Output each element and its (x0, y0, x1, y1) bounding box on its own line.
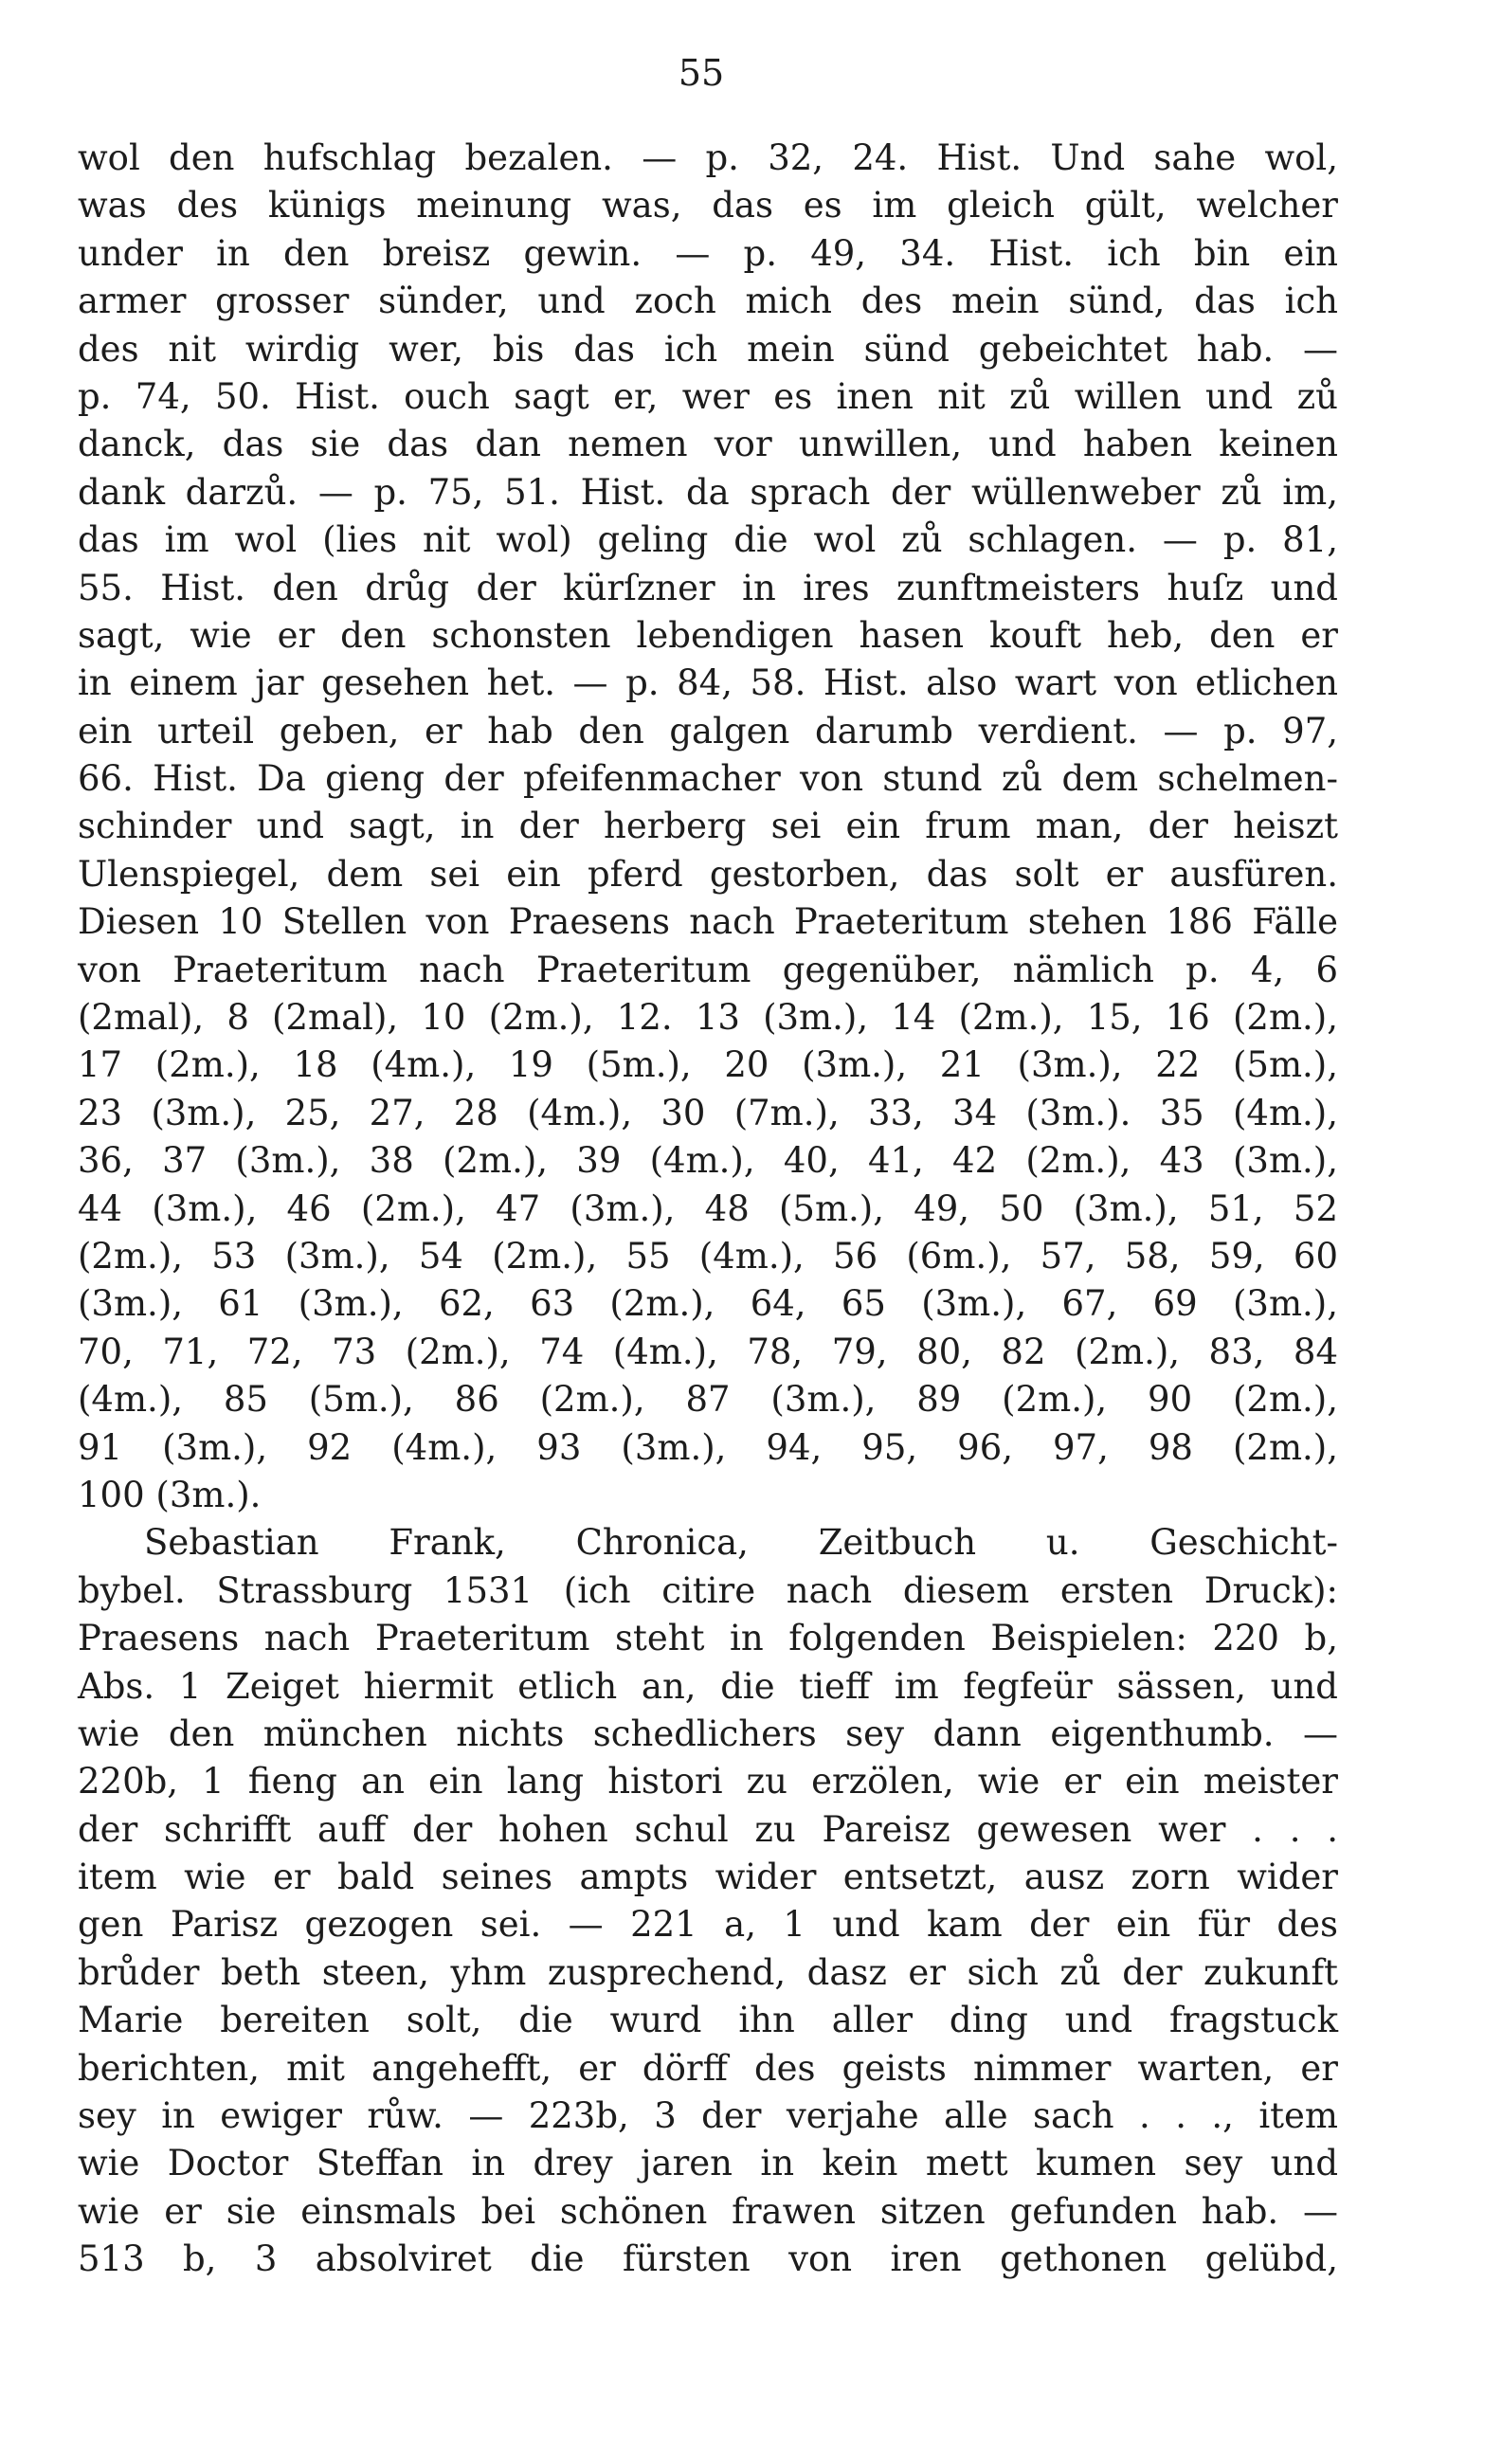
text-line: under in den breisz gewin. — p. 49, 34. Hist. ich bin ein (78, 232, 1338, 274)
text-line: der schrifft auff der hohen schul zu Pareisz gewesen wer . . . (78, 1808, 1338, 1850)
text-line: Marie bereiten solt, die wurd ihn aller ding und fragstuck (78, 2000, 1338, 2041)
text-line: 70, 71, 72, 73 (2m.), 74 (4m.), 78, 79, 80, 82 (2m.), 83, 84 (78, 1331, 1338, 1372)
text-line: 100 (3m.). (78, 1474, 262, 1515)
text-line: wol den hufschlag bezalen. — p. 32, 24. Hist. Und sahe wol, (78, 137, 1338, 178)
text-line: das im wol (lies nit wol) geling die wol zů schlagen. — p. 81, (78, 519, 1338, 561)
text-line: p. 74, 50. Hist. ouch sagt er, wer es inen nit zů willen und zů (78, 375, 1338, 417)
text-line: 17 (2m.), 18 (4m.), 19 (5m.), 20 (3m.), 21 (3m.), 22 (5m.), (78, 1044, 1338, 1086)
text-line: gen Parisz gezogen sei. — 221 a, 1 und kam der ein für des (78, 1904, 1338, 1946)
text-line: Sebastian Frank, Chronica, Zeitbuch u. Geschicht- (144, 1522, 1338, 1564)
body-text (78, 135, 1338, 2284)
text-line: Praesens nach Praeteritum steht in folgenden Beispielen: 220 b, (78, 1618, 1338, 1659)
text-line: item wie er bald seines ampts wider entsetzt, ausz zorn wider (78, 1857, 1338, 1898)
text-line: (2mal), 8 (2mal), 10 (2m.), 12. 13 (3m.), 14 (2m.), 15, 16 (2m.), (78, 997, 1338, 1039)
text-line: (4m.), 85 (5m.), 86 (2m.), 87 (3m.), 89 (2m.), 90 (2m.), (78, 1379, 1338, 1421)
text-line: 23 (3m.), 25, 27, 28 (4m.), 30 (7m.), 33, 34 (3m.). 35 (4m.), (78, 1092, 1338, 1133)
text-line: (3m.), 61 (3m.), 62, 63 (2m.), 64, 65 (3m.), 67, 69 (3m.), (78, 1283, 1338, 1325)
text-line: wie er sie einsmals bei schönen frawen sitzen gefunden hab. — (78, 2190, 1338, 2232)
text-line: des nit wirdig wer, bis das ich mein sünd gebeichtet hab. — (78, 328, 1338, 370)
text-line: wie den münchen nichts schedlichers sey dann eigenthumb. — (78, 1712, 1338, 1754)
text-line: 44 (3m.), 46 (2m.), 47 (3m.), 48 (5m.), 49, 50 (3m.), 51, 52 (78, 1187, 1338, 1229)
text-line: schinder und sagt, in der herberg sei ein frum man, der heiszt (78, 806, 1338, 847)
text-line: armer grosser sünder, und zoch mich des mein sünd, das ich (78, 281, 1338, 322)
text-line: sagt, wie er den schonsten lebendigen hasen kouft heb, den er (78, 614, 1338, 656)
text-line: Diesen 10 Stellen von Praesens nach Praeteritum stehen 186 Fälle (78, 901, 1338, 943)
text-line: in einem jar gesehen het. — p. 84, 58. Hist. also wart von etlichen (78, 662, 1338, 704)
text-line: wie Doctor Steffan in drey jaren in kein mett kumen sey und (78, 2143, 1338, 2184)
text-line: danck, das sie das dan nemen vor unwillen, und haben keinen (78, 424, 1338, 465)
text-line: von Praeteritum nach Praeteritum gegenüber, nämlich p. 4, 6 (78, 949, 1338, 990)
text-line: (2m.), 53 (3m.), 54 (2m.), 55 (4m.), 56 (6m.), 57, 58, 59, 60 (78, 1235, 1338, 1277)
text-line: 55. Hist. den drůg der kürſzner in ires zunftmeisters huſz und (78, 567, 1338, 608)
text-line: bybel. Strassburg 1531 (ich citire nach diesem ersten Druck): (78, 1569, 1338, 1611)
text-line: brůder beth steen, yhm zusprechend, dasz er sich zů der zukunft (78, 1951, 1338, 1993)
text-line: was des künigs meinung was, das es im gleich gült, welcher (78, 185, 1338, 226)
text-line: 513 b, 3 absolviret die fürsten von iren gethonen gelübd, (78, 2238, 1338, 2280)
page-number: 55 (678, 52, 725, 94)
text-line: Abs. 1 Zeiget hiermit etlich an, die tieff im fegfeür sässen, und (78, 1665, 1338, 1707)
text-line: 66. Hist. Da gieng der pfeifenmacher von stund zů dem schelmen- (78, 758, 1338, 800)
text-line: 91 (3m.), 92 (4m.), 93 (3m.), 94, 95, 96, 97, 98 (2m.), (78, 1426, 1338, 1468)
text-line: sey in ewiger růw. — 223b, 3 der verjahe alle sach . . ., item (78, 2095, 1338, 2137)
text-line: 220b, 1 fieng an ein lang histori zu erzölen, wie er ein meister (78, 1761, 1338, 1803)
text-line: dank darzů. — p. 75, 51. Hist. da sprach der wüllenweber zů im, (78, 471, 1338, 513)
text-line: ein urteil geben, er hab den galgen darumb verdient. — p. 97, (78, 710, 1338, 752)
text-line: Ulenspiegel, dem sei ein pferd gestorben, das solt er ausfüren. (78, 853, 1338, 895)
text-line: berichten, mit angehefft, er dörff des geists nimmer warten, er (78, 2047, 1338, 2089)
text-line: 36, 37 (3m.), 38 (2m.), 39 (4m.), 40, 41, 42 (2m.), 43 (3m.), (78, 1140, 1338, 1182)
